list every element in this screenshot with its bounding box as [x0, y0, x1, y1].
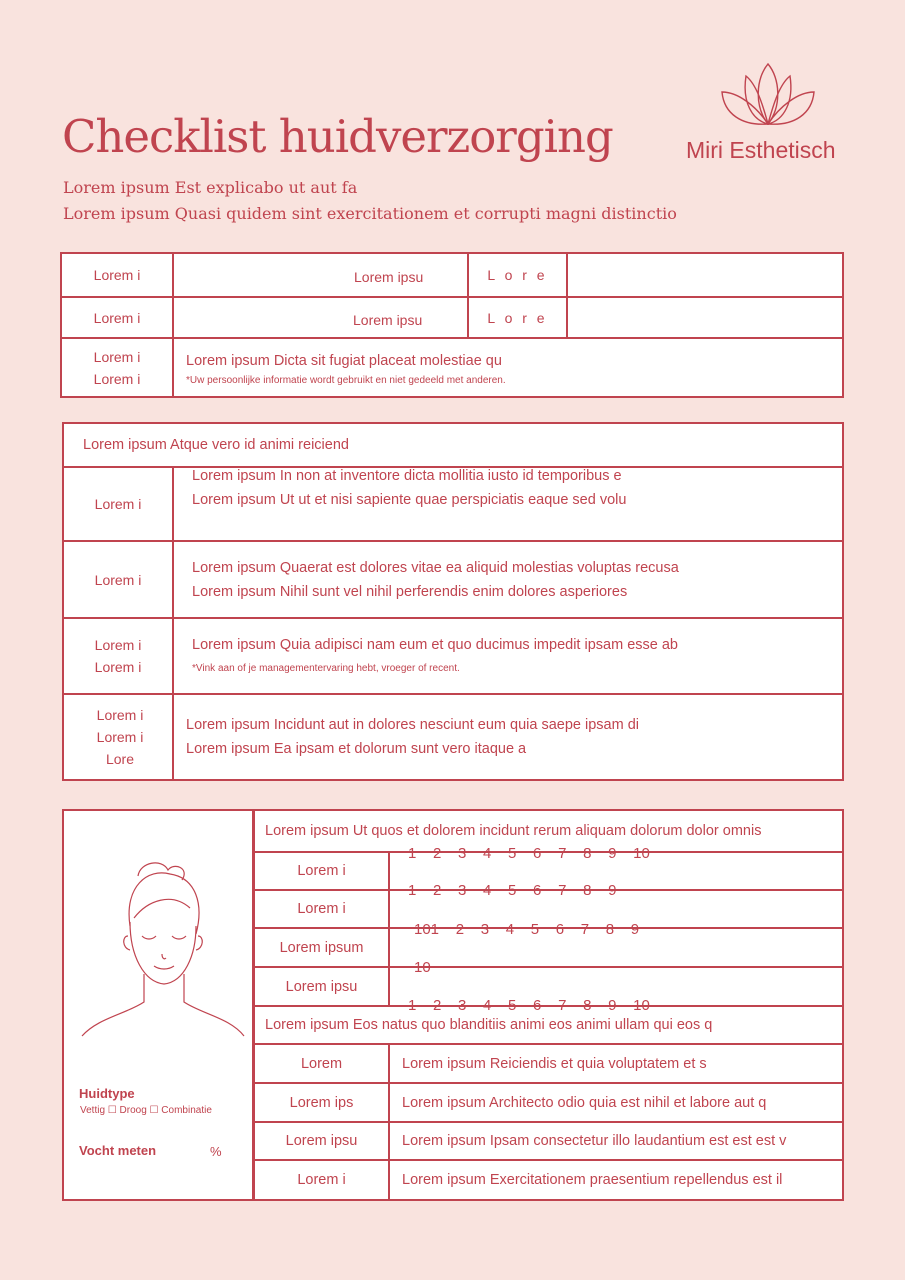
row2-field-label: Lorem ipsu: [353, 311, 423, 328]
section-heading: Lorem ipsum Atque vero id animi reiciend: [83, 437, 349, 453]
r2-text-2: Lorem ipsum Nihil sunt vel nihil perferendis enim dolores asperiores: [192, 583, 628, 600]
experience-table: [62, 422, 844, 781]
management-note: *Vink aan of je managementervaring hebt, vroeger of recent.: [192, 662, 460, 674]
page-title: Checklist huidverzorging: [62, 110, 613, 163]
privacy-note: *Uw persoonlijke informatie wordt gebruikt en niet gedeeld met anderen.: [186, 374, 506, 386]
detail-row-4-text: Lorem ipsum Exercitationem praesentium repellendus est il: [402, 1172, 783, 1188]
detail-row-4-label: Lorem i: [297, 1172, 346, 1188]
row1-small-label: L o r e: [487, 267, 548, 283]
scale-row-3-label: Lorem ipsum: [279, 939, 364, 956]
row1-field-label: Lorem ipsu: [354, 269, 424, 285]
scale-5-numbers[interactable]: 1 2 3 4 5 6 7 8 9 10: [408, 997, 650, 1014]
scale-4-numbers[interactable]: 10: [414, 959, 431, 976]
rating-scales: [390, 845, 842, 1014]
scale-row-2-label: Lorem i: [297, 901, 346, 917]
detail-row-1-label: Lorem: [300, 1055, 343, 1072]
detail-row-2-text: Lorem ipsum Architecto odio quia est nihil et labore aut q: [402, 1094, 767, 1111]
scale-row-1-label: Lorem i: [297, 863, 346, 879]
row3-label-2: Lorem i: [93, 370, 141, 387]
scale-row-4-label: Lorem ipsu: [285, 978, 358, 995]
r4-text-2: Lorem ipsum Ea ipsam et dolorum sunt vero itaque a: [186, 741, 527, 757]
r4-text-1: Lorem ipsum Incidunt aut in dolores nesciunt eum quia saepe ipsam di: [186, 717, 639, 733]
vocht-label: Vocht meten: [79, 1143, 157, 1158]
r3-labels: [64, 619, 172, 693]
huidtype-label: Huidtype: [79, 1086, 135, 1101]
r1-content: [192, 468, 832, 540]
detail-row-3-label: Lorem ipsu: [285, 1133, 358, 1149]
assessment-heading-1: Lorem ipsum Ut quos et dolorem incidunt rerum aliquam dolorum dolor omnis: [265, 823, 762, 839]
row2-input[interactable]: [568, 298, 842, 337]
assessment-heading-2: Lorem ipsum Eos natus quo blanditiis animi eos animi ullam qui eos q: [265, 1017, 713, 1033]
subtitle-line-1: Lorem ipsum Est explicabo ut aut fa: [63, 178, 358, 197]
r2-text-1: Lorem ipsum Quaerat est dolores vitae ea aliquid molestias voluptas recusa: [192, 559, 679, 576]
r4-labels: [64, 695, 176, 779]
skin-assessment-table: [253, 809, 844, 1201]
personal-info-table: [60, 252, 844, 398]
row2-label: Lorem i: [93, 309, 141, 326]
lotus-icon: [718, 62, 818, 128]
scale-3-numbers[interactable]: 101 2 3 4 5 6 7 8 9: [414, 921, 640, 938]
r1-text-2: Lorem ipsum Ut ut et nisi sapiente quae perspiciatis eaque sed volu: [192, 492, 627, 508]
r1-label: Lorem i: [94, 496, 142, 512]
scale-2-numbers[interactable]: 1 2 3 4 5 6 7 8 9: [408, 882, 617, 899]
r3-label-1: Lorem i: [94, 637, 142, 653]
r4-content: [186, 695, 826, 779]
r3-text-1: Lorem ipsum Quia adipisci nam eum et quo ducimus impedit ipsam esse ab: [192, 636, 678, 653]
r2-label: Lorem i: [94, 571, 142, 588]
row3-content: [186, 342, 826, 396]
row3-labels: [62, 339, 172, 396]
subtitle-line-2: Lorem ipsum Quasi quidem sint exercitationem et corrupti magni distinctio: [63, 204, 677, 223]
huidtype-options[interactable]: Vettig ☐ Droog ☐ Combinatie: [80, 1105, 212, 1116]
r4-label-1: Lorem i: [96, 707, 144, 723]
row1-input[interactable]: [568, 254, 842, 296]
scale-1-numbers[interactable]: 1 2 3 4 5 6 7 8 9 10: [408, 845, 650, 862]
r3-label-2: Lorem i: [94, 659, 142, 675]
r2-content: [192, 542, 832, 617]
brand-name: Miri Esthetisch: [686, 137, 836, 163]
skin-profile-panel: [62, 809, 254, 1201]
row3-text: Lorem ipsum Dicta sit fugiat placeat molestiae qu: [186, 352, 502, 369]
detail-row-2-label: Lorem ips: [289, 1094, 354, 1111]
row2-small-label: L o r e: [487, 309, 548, 326]
detail-row-3-text: Lorem ipsum Ipsam consectetur illo laudantium est est est v: [402, 1133, 787, 1149]
r4-label-2: Lorem i: [96, 729, 144, 745]
row3-label-1: Lorem i: [93, 348, 141, 365]
face-illustration-icon: [78, 856, 244, 1056]
detail-row-1-text: Lorem ipsum Reiciendis et quia voluptatem et s: [402, 1055, 707, 1072]
vocht-unit: %: [210, 1144, 222, 1159]
row1-label: Lorem i: [93, 267, 141, 283]
r3-content: [192, 619, 832, 691]
r4-label-3: Lore: [105, 751, 135, 767]
r1-text-1: Lorem ipsum In non at inventore dicta mollitia iusto id temporibus e: [192, 468, 622, 484]
